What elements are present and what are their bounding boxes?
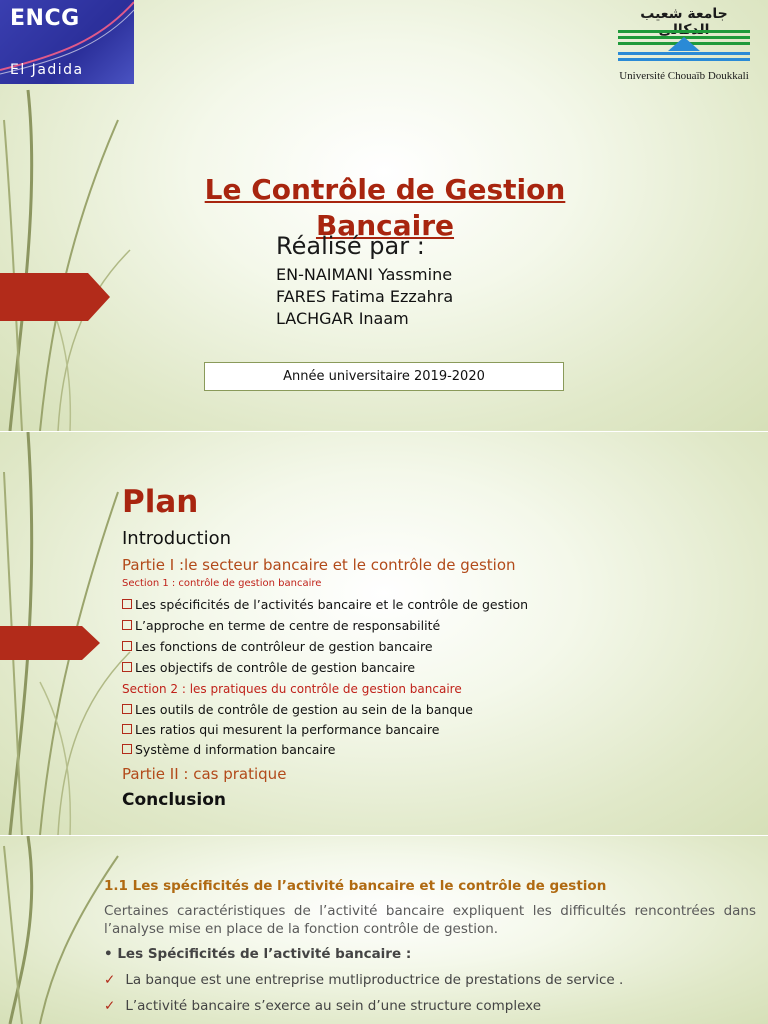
plan-conclusion: Conclusion (122, 790, 226, 810)
university-logo-arabic: جامعة شعيب (640, 6, 728, 22)
encg-logo (0, 0, 134, 84)
square-bullet-icon (122, 641, 132, 651)
list-item-label: Les spécificités de l’activités bancaire et le contrôle de gestion (135, 597, 529, 612)
plan-slide (0, 432, 768, 835)
list-item-label: Les ratios qui mesurent la performance bancaire (135, 722, 440, 737)
list-item-label: L’approche en terme de centre de responsabilité (135, 618, 441, 633)
checkmark-icon: ✓ (104, 998, 116, 1014)
university-logo-latin: Université Chouaïb Doukkali (619, 70, 749, 82)
author-name: EN-NAIMANI Yassmine (276, 265, 453, 284)
list-item (122, 597, 528, 612)
list-item-label: Les objectifs de contrôle de gestion bancaire (135, 660, 416, 675)
plan-introduction: Introduction (122, 528, 232, 549)
plan-section-1: Section 1 : contrôle de gestion bancaire (122, 578, 322, 589)
author-name: LACHGAR Inaam (276, 309, 409, 328)
square-bullet-icon (122, 662, 132, 672)
authors-list (276, 264, 453, 330)
list-item (122, 722, 439, 737)
plan-section-2: Section 2 : les pratiques du contrôle de gestion bancaire (122, 682, 462, 696)
red-arrow-tab (0, 626, 100, 660)
realise-label: Réalisé par : (276, 232, 425, 260)
checkmark-icon: ✓ (104, 972, 116, 988)
list-item (104, 998, 541, 1014)
plan-partie-1: Partie I :le secteur bancaire et le contrôle de gestion (122, 556, 516, 574)
content-slide (0, 836, 768, 1024)
section-paragraph: Certaines caractéristiques de l’activité bancaire expliquent les difficultés rencontrées dans l’analyse mise en place de la fonction contrôle de gestion. (104, 903, 756, 937)
list-item-label: L’activité bancaire s’exerce au sein d’une structure complexe (125, 998, 542, 1014)
square-bullet-icon (122, 704, 132, 714)
list-item-label: Les outils de contrôle de gestion au sein de la banque (135, 702, 473, 717)
list-item-label: La banque est une entreprise mutliproductrice de prestations de service . (125, 972, 624, 988)
red-arrow-tab (0, 273, 110, 321)
page-title: Le Contrôle de Gestion Bancaire (204, 173, 566, 242)
university-emblem-icon (614, 24, 754, 68)
list-item (122, 702, 473, 717)
author-name: FARES Fatima Ezzahra (276, 287, 454, 306)
encg-logo-line1: ENCG (10, 6, 80, 31)
list-item (104, 972, 623, 988)
encg-logo-line2: El Jadida (10, 62, 84, 78)
square-bullet-icon (122, 599, 132, 609)
title-slide (0, 0, 768, 431)
square-bullet-icon (122, 724, 132, 734)
list-item (122, 742, 335, 757)
list-item-label: Les fonctions de contrôleur de gestion bancaire (135, 639, 433, 654)
square-bullet-icon (122, 620, 132, 630)
square-bullet-icon (122, 744, 132, 754)
university-logo (614, 2, 754, 86)
plan-partie-2: Partie II : cas pratique (122, 765, 287, 783)
section-heading: 1.1 Les spécificités de l’activité bancaire et le contrôle de gestion (104, 878, 607, 894)
list-item (122, 639, 433, 654)
bullet-heading: • Les Spécificités de l’activité bancaire : (104, 946, 412, 962)
list-item (122, 618, 440, 633)
list-item-label: Système d information bancaire (135, 742, 336, 757)
plan-title: Plan (122, 484, 199, 520)
academic-year-box: Année universitaire 2019-2020 (204, 362, 564, 391)
list-item (122, 660, 415, 675)
